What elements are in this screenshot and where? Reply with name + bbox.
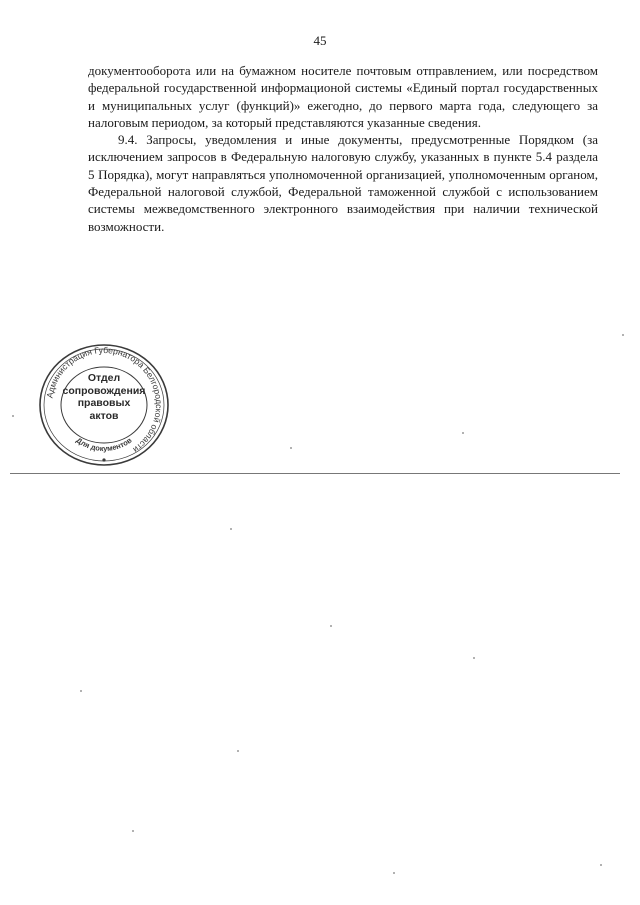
scan-speck [622, 334, 624, 336]
stamp-outer-text: Администрация Губернатора Белгородской области [44, 344, 165, 456]
scan-speck [393, 872, 395, 874]
stamp-line-4: актов [89, 409, 119, 422]
scan-speck [237, 750, 239, 752]
stamp-line-2: сопровождения [62, 384, 146, 397]
scan-speck [80, 690, 82, 692]
paragraph-9-4: 9.4. Запросы, уведомления и иные документы, предусмотренные Порядком (за исключением запросов в Федеральную налоговую службу, указанных в пункте 5.4 раздела 5 Порядка), могут направляться уполномоченной организацией, уполномоченным органом, Федеральной налоговой службой, Федеральной таможенной службой с использованием системы межведомственного электронного взаимодействия при наличии технической возможности. [88, 132, 598, 234]
scan-speck [462, 432, 464, 434]
paragraph-continuation: документооборота или на бумажном носителе почтовым отправлением, или посредством федеральной государственной информационой системы «Единый портал государственных и муниципальных услуг (функций)» ежегодно, до первого марта года, следующего за налоговым периодом, за который представляются указанные сведения. [88, 63, 598, 130]
horizontal-divider [10, 473, 620, 474]
scan-speck [473, 657, 475, 659]
scan-speck [230, 528, 232, 530]
stamp-inner-text: Для документов [74, 435, 134, 454]
scan-speck [12, 415, 14, 417]
scan-speck [132, 830, 134, 832]
stamp-star-mark [102, 458, 105, 461]
page-number: 45 [313, 33, 327, 48]
scan-speck [600, 864, 602, 866]
stamp-line-3: правовых [77, 397, 131, 409]
stamp-center-text [36, 372, 172, 422]
scan-speck [290, 447, 292, 449]
stamp-line-1: Отдел [87, 372, 121, 384]
document-body [88, 62, 598, 235]
scan-speck [330, 625, 332, 627]
official-stamp [36, 342, 172, 468]
